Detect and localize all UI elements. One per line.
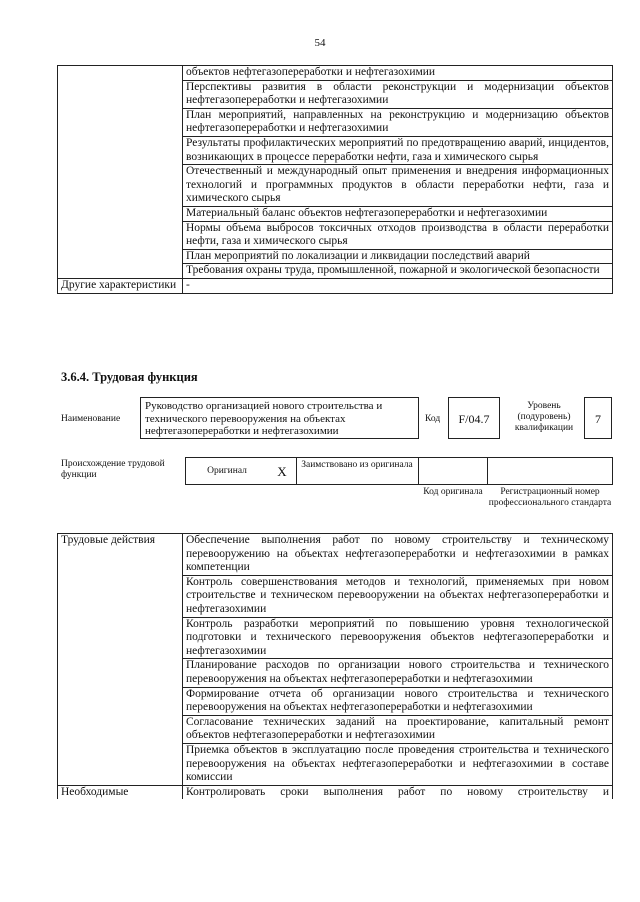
- reg-number-label: Регистрационный номер профессионального стандарта: [488, 487, 612, 508]
- borrowed-label: Заимствовано из оригинала: [301, 460, 413, 470]
- knowledge-item: объектов нефтегазопереработки и нефтегазохимии: [183, 66, 613, 81]
- required-skills-label: Необходимые: [58, 785, 183, 799]
- level-value: 7: [584, 397, 612, 439]
- other-characteristics-value: -: [183, 278, 613, 293]
- knowledge-item: План мероприятий, направленных на реконструкцию и модернизацию объектов нефтегазопереработки и нефтегазохимии: [183, 108, 613, 136]
- knowledge-item: Перспективы развития в области реконструкции и модернизации объектов нефтегазопереработки и нефтегазохимии: [183, 80, 613, 108]
- other-characteristics-label: Другие характеристики: [58, 278, 183, 293]
- knowledge-item: Материальный баланс объектов нефтегазопереработки и нефтегазохимии: [183, 206, 613, 221]
- action-item: Приемка объектов в эксплуатацию после проведения строительства и технического перевооружения на объектах нефтегазопереработки и нефтегазохимии в составе комиссии: [183, 743, 613, 785]
- knowledge-item: Нормы объема выбросов токсичных отходов производства в области переработки нефти, газа и химического сырья: [183, 221, 613, 249]
- origin-row: [185, 457, 613, 485]
- divider: [418, 458, 419, 484]
- action-item: Согласование технических заданий на проектирование, капитальный ремонт объектов нефтегазопереработки и нефтегазохимии: [183, 715, 613, 743]
- function-name: Руководство организацией нового строительства и технического перевооружения на объектах нефтегазопереработки и нефтегазохимии: [140, 397, 419, 439]
- code-value: F/04.7: [448, 397, 500, 439]
- origin-label: Происхождение трудовой функции: [61, 459, 165, 480]
- required-skills-item: Контролировать сроки выполнения работ по новому строительству и: [183, 785, 613, 799]
- action-item: Обеспечение выполнения работ по новому строительству и техническому перевооружению на объектах нефтегазопереработки и нефтегазохимии в рамках компетенции: [183, 534, 613, 576]
- section-heading: 3.6.4. Трудовая функция: [61, 370, 198, 384]
- code-label: Код: [425, 414, 441, 424]
- action-item: Формирование отчета об организации нового строительства и технического перевооружения на объектах нефтегазопереработки и нефтегазохимии: [183, 687, 613, 715]
- actions-label: Трудовые действия: [58, 534, 183, 786]
- name-label: Наименование: [61, 414, 121, 424]
- knowledge-item: Отечественный и международный опыт применения и внедрения информационных технологий и программных продуктов в области переработки нефти, газа и химического сырья: [183, 165, 613, 207]
- action-item: Контроль совершенствования методов и технологий, применяемых при новом строительстве и техническом перевооружении на объектах нефтегазопереработки и нефтегазохимии: [183, 575, 613, 617]
- divider: [487, 458, 488, 484]
- action-item: Планирование расходов по организации нового строительства и технического перевооружения на объектах нефтегазопереработки и нефтегазохимии: [183, 659, 613, 687]
- knowledge-table: [57, 65, 613, 294]
- knowledge-item: Результаты профилактических мероприятий по предотвращению аварий, инцидентов, возникающих в процессе переработки нефти, газа и химического сырья: [183, 136, 613, 164]
- action-item: Контроль разработки мероприятий по повышению уровня технологической подготовки и технического перевооружения объектов нефтегазопереработки и нефтегазохимии: [183, 617, 613, 659]
- level-label: Уровень (подуровень) квалификации: [514, 401, 574, 433]
- divider: [296, 458, 297, 484]
- knowledge-item: Требования охраны труда, промышленной, пожарной и экологической безопасности: [183, 264, 613, 279]
- code-original-label: Код оригинала: [423, 487, 483, 497]
- original-label: Оригинал: [207, 466, 247, 476]
- page-number: 54: [314, 37, 326, 49]
- knowledge-item: План мероприятий по локализации и ликвидации последствий аварий: [183, 249, 613, 264]
- original-mark: X: [277, 464, 287, 479]
- knowledge-label-cell: [58, 66, 183, 279]
- actions-table: [57, 533, 613, 799]
